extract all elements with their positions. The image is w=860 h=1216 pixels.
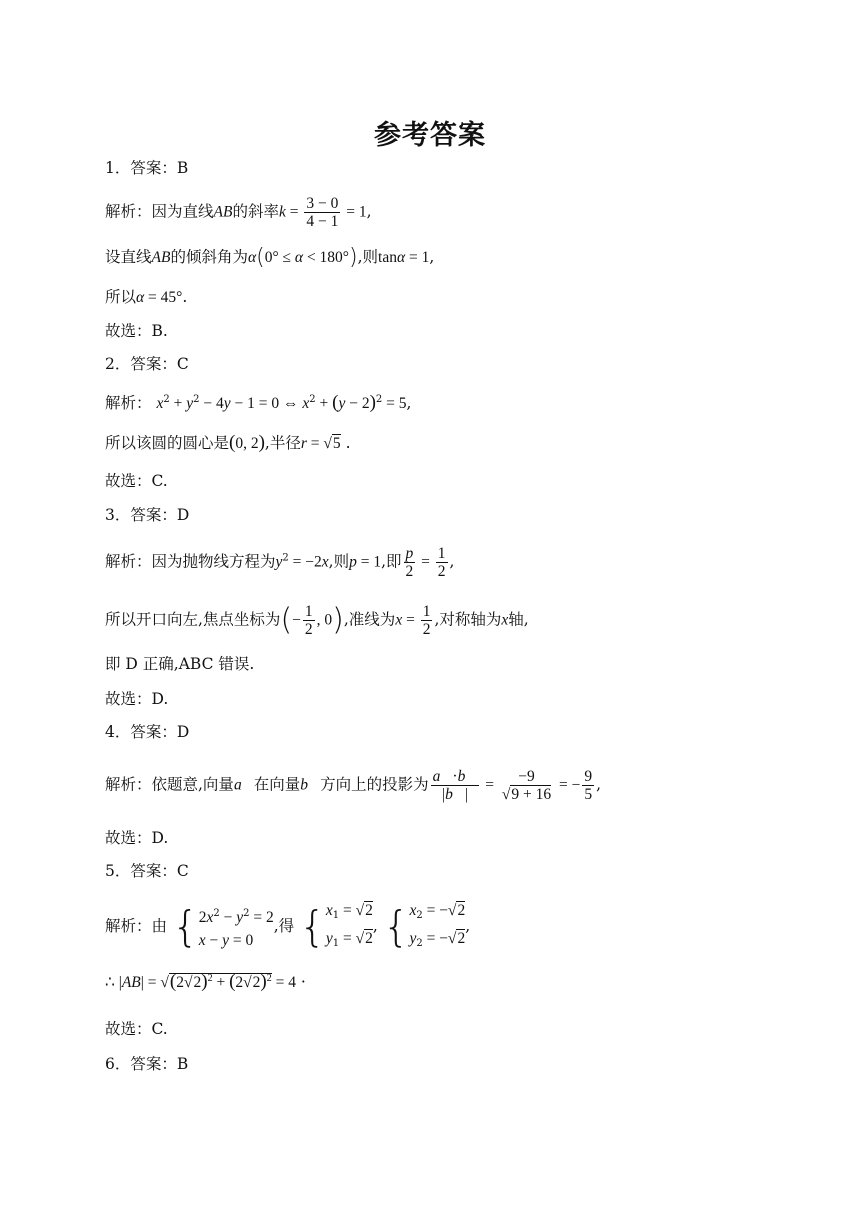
q5-line1: 解析：由 { $2x^2 - y^2 = 2$ x − y = 0 ,得 { $x_1 = √2$ $y_1 = √2$ , { $x_2 = -√2$ $y_2 = -√2$ ,: [105, 902, 471, 951]
q3-line1: 解析：因为抛物线方程为$y^2 = -2x$,则p = 1,即 $\frac{p}{2}$ = $\frac{1}{2}$ ,: [105, 545, 455, 580]
q4-line1: 解析：依题意,向量a⃗在向量b⃗方向上的投影为 $\frac{a⃗\cdot b⃗}{|b⃗|}$ = $\frac{-9}{√9 + 16}$ = − $\frac{9}{5}$ ,: [105, 768, 602, 803]
q4-answer: 4．答案：D: [105, 723, 190, 741]
q5-answer: 5．答案：C: [105, 862, 189, 880]
q2-answer: 2．答案：C: [105, 355, 189, 373]
q3-line2: 所以开口向左,焦点坐标为(− $\frac{1}{2}$ , 0),准线为x = $\frac{1}{2}$ ,对称轴为x轴,: [105, 602, 529, 638]
q2-line2: 所以该圆的圆心是(0, 2),半径r = √5 .: [105, 432, 351, 453]
q4-end: 故选：D.: [105, 829, 169, 847]
q3-answer: 3．答案：D: [105, 506, 190, 524]
q5-line2: ∴ $|AB| = √(2√2)^2 + (2√2)^2 = 4$ ·: [105, 971, 306, 992]
page-title: 参考答案: [374, 120, 486, 151]
q1-answer: 1．答案：B: [105, 159, 189, 177]
q2-line1: 解析： $x^2 + y^2 - 4y - 1 = 0$ ⇔ $x^2 + (y - 2)^2 = 5$,: [105, 392, 412, 413]
q6-answer: 6．答案：B: [105, 1055, 189, 1073]
q1-line1: 解析：因为直线AB的斜率k = $\frac{3 - 0}{4 - 1}$ = 1,: [105, 195, 372, 230]
q5-end: 故选：C.: [105, 1020, 168, 1038]
q3-line3: 即 D 正确,ABC 错误.: [105, 655, 255, 673]
q1-end: 故选：B.: [105, 322, 168, 340]
q1-line2: 设直线AB的倾斜角为α(0° ≤ α < 180°),则tanα = 1,: [105, 245, 435, 270]
q1-line3: 所以α = 45°.: [105, 288, 188, 306]
q3-end: 故选：D.: [105, 690, 169, 708]
q2-end: 故选：C.: [105, 472, 168, 490]
